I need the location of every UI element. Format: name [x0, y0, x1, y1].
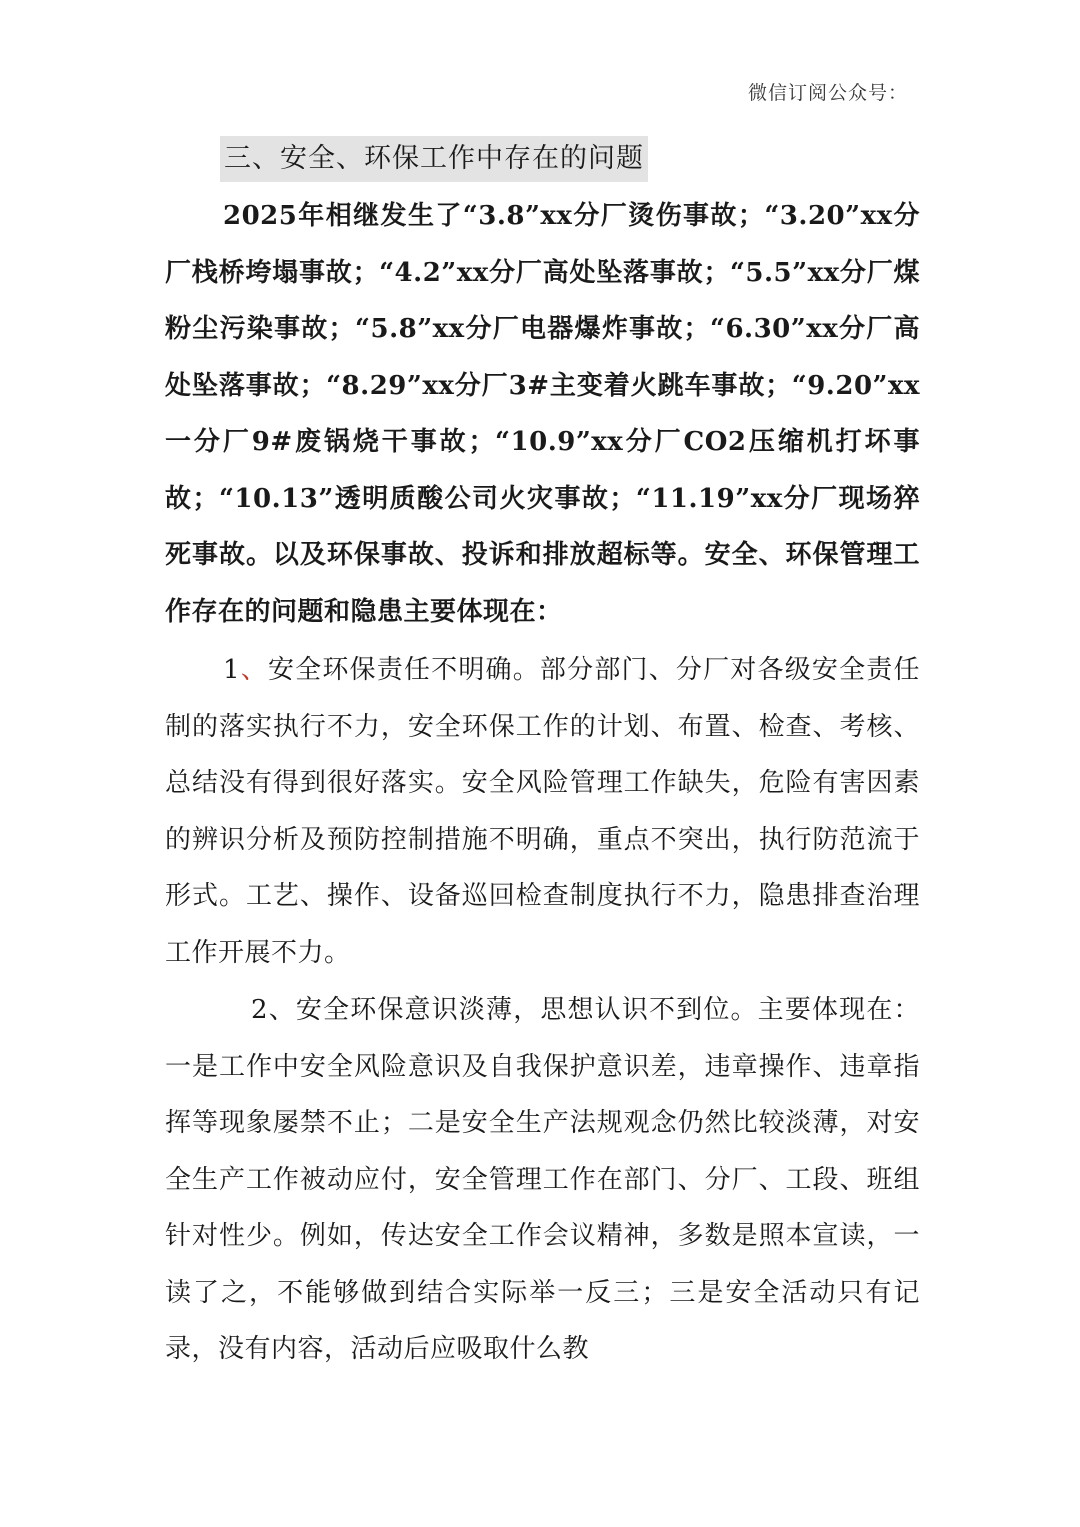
item-number: 1: [223, 655, 241, 685]
item-separator: 、: [240, 655, 268, 685]
paragraph-item-1: [165, 642, 920, 981]
item-text: 安全环保责任不明确。部分部门、分厂对各级安全责任制的落实执行不力，安全环保工作的计划、布置、检查、考核、总结没有得到很好落实。安全风险管理工作缺失，危险有害因素的辨识分析及预防控制措施不明确，重点不突出，执行防范流于形式。工艺、操作、设备巡回检查制度执行不力，隐患排查治理工作开展不力。: [165, 655, 920, 968]
paragraph-accidents: 2025年相继发生了“3.8”xx分厂烫伤事故；“3.20”xx分厂栈桥垮塌事故；“4.2”xx分厂高处坠落事故；“5.5”xx分厂煤粉尘污染事故；“5.8”xx分厂电器爆炸事故；“6.30”xx分厂高处坠落事故；“8.29”xx分厂3#主变着火跳车事故；“9.20”xx一分厂9#废锅烧干事故；“10.9”xx分厂CO2压缩机打坏事故；“10.13”透明质酸公司火灾事故；“11.19”xx分厂现场猝死事故。以及环保事故、投诉和排放超标等。安全、环保管理工作存在的问题和隐患主要体现在：: [165, 201, 920, 627]
paragraph-item-2: 2、安全环保意识淡薄，思想认识不到位。主要体现在：一是工作中安全风险意识及自我保护意识差，违章操作、违章指挥等现象屡禁不止；二是安全生产法规观念仍然比较淡薄，对安全生产工作被动应付，安全管理工作在部门、分厂、工段、班组针对性少。例如，传达安全工作会议精神，多数是照本宣读，一读了之，不能够做到结合实际举一反三；三是安全活动只有记录，没有内容，活动后应吸取什么教: [165, 995, 920, 1364]
section-title: 三、安全、环保工作中存在的问题: [220, 136, 648, 182]
header-note: 微信订阅公众号：: [747, 82, 908, 104]
